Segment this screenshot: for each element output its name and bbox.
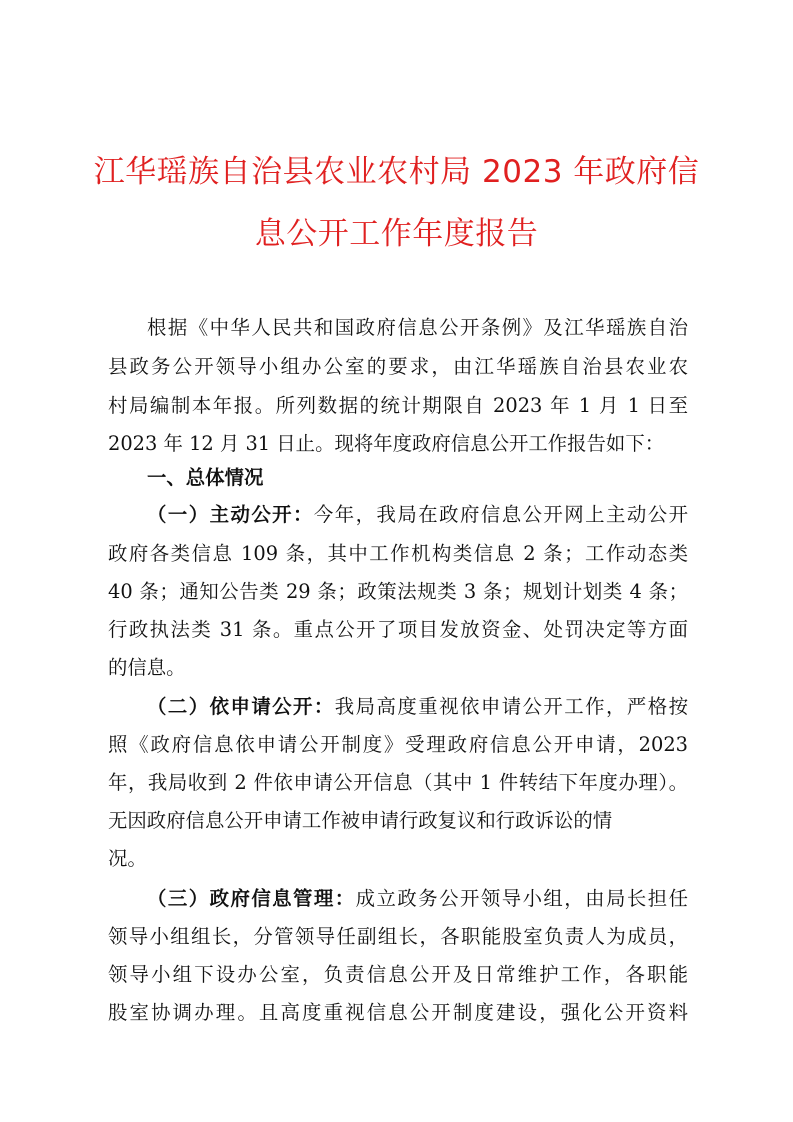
section-heading-overview: 一、总体情况 [147,466,264,489]
intro-line-1: 根据《中华人民共和国政府信息公开条例》及江华瑶族自治 [147,316,688,339]
part3-line-1 [147,880,688,918]
part1-lead: （一）主动公开： [147,503,314,526]
part1-line-3: 40 条；通知公告类 29 条；政策法规类 3 条；规划计划类 4 条； [108,580,688,603]
part1-line-1 [147,496,688,534]
intro-line-2: 县政务公开领导小组办公室的要求，由江华瑶族自治县农业农 [108,355,688,378]
part2-line-5: 况。 [108,847,147,870]
part2-line-4: 无因政府信息公开申请工作被申请行政复议和行政诉讼的情 [108,809,613,832]
part2-line-3: 年，我局收到 2 件依申请公开信息（其中 1 件转结下年度办理）。 [108,771,688,794]
part1-line-4: 行政执法类 31 条。重点公开了项目发放资金、处罚决定等方面 [108,618,688,641]
document-title-line-2: 息公开工作年度报告 [254,216,539,252]
part1-line-2: 政府各类信息 109 条，其中工作机构类信息 2 条；工作动态类 [108,542,688,565]
part3-line-4: 股室协调办理。且高度重视信息公开制度建设，强化公开资料 [108,1001,688,1024]
part3-line-2: 领导小组组长，分管领导任副组长，各职能股室负责人为成员， [108,925,688,948]
part2-line-1-text: 我局高度重视依申请公开工作，严格按 [334,695,689,718]
intro-line-4: 2023 年 12 月 31 日止。现将年度政府信息公开工作报告如下： [108,432,665,455]
part2-line-1 [147,688,688,726]
intro-line-3: 村局编制本年报。所列数据的统计期限自 2023 年 1 月 1 日至 [108,394,688,417]
part2-lead: （二）依申请公开： [147,695,335,718]
document-title-line-1: 江华瑶族自治县农业农村局 2023 年政府信 [93,154,700,190]
part1-line-5: 的信息。 [108,656,186,679]
part1-line-1-text: 今年，我局在政府信息公开网上主动公开 [313,503,689,526]
part3-line-1-text: 成立政务公开领导小组，由局长担任 [355,887,689,910]
part3-lead: （三）政府信息管理： [147,887,356,910]
part3-line-3: 领导小组下设办公室，负责信息公开及日常维护工作，各职能 [108,963,688,986]
part2-line-2: 照《政府信息依申请公开制度》受理政府信息公开申请，2023 [108,733,688,756]
